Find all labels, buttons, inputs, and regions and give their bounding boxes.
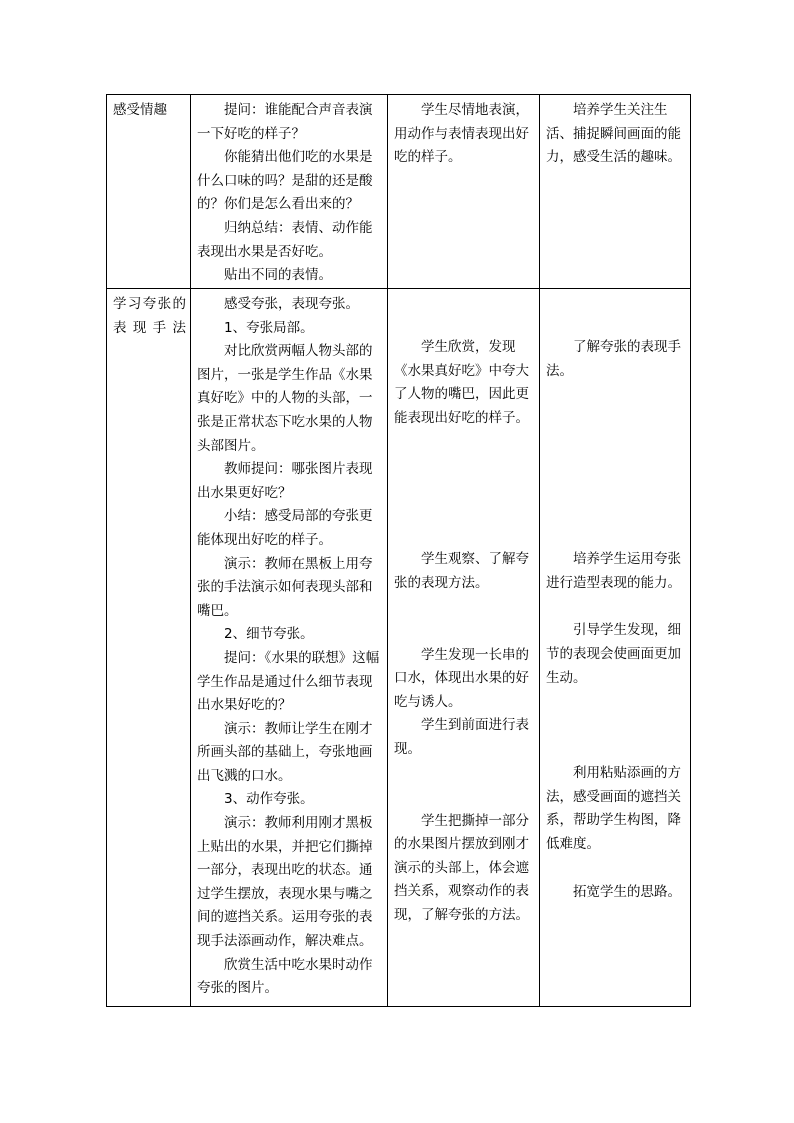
stage-cell <box>107 289 191 1007</box>
teacher-text: 归纳总结：表情、动作能表现出水果是否好吃。 <box>197 219 373 260</box>
teacher-text: 演示：教师在黑板上用夸张的手法演示如何表现头部和嘴巴。 <box>197 555 373 619</box>
student-text: 学生到前面进行表现。 <box>394 717 529 757</box>
teacher-activity-cell <box>191 289 388 1007</box>
student-activity-cell <box>388 289 540 1007</box>
purpose-text: 培养学生运用夸张进行造型表现的能力。 <box>546 551 681 591</box>
student-text: 学生观察、了解夸张的表现方法。 <box>394 551 529 591</box>
design-purpose-cell <box>540 95 691 289</box>
teacher-text: 3、动作夸张。 <box>224 791 314 808</box>
teacher-activity-cell <box>191 95 388 289</box>
teacher-text: 提问：谁能配合声音表演一下好吃的样子？ <box>197 102 373 142</box>
teacher-text: 欣赏生活中吃水果时动作夸张的图片。 <box>197 956 373 997</box>
lesson-plan-table <box>106 94 691 1007</box>
stage-label: 感受情趣 <box>113 102 167 118</box>
table-row <box>107 289 691 1007</box>
teacher-text: 2、细节夸张。 <box>224 626 314 643</box>
purpose-text: 拓宽学生的思路。 <box>573 883 681 900</box>
purpose-text: 引导学生发现，细节的表现会使画面更加生动。 <box>546 622 681 686</box>
teacher-text: 对比欣赏两幅人物头部的图片，一张是学生作品《水果真好吃》中的人物的头部，一张是正常状态下吃水果的人物头部图片。 <box>197 343 373 454</box>
teacher-text: 你能猜出他们吃的水果是什么口味的吗？是甜的还是酸的？你们是怎么看出来的？ <box>197 149 373 213</box>
student-text: 学生尽情地表演，用动作与表情表现出好吃的样子。 <box>394 102 529 166</box>
teacher-text: 小结：感受局部的夸张更能体现出好吃的样子。 <box>197 508 373 548</box>
teacher-text: 贴出不同的表情。 <box>224 267 332 284</box>
purpose-text: 利用粘贴添画的方法，感受画面的遮挡关系，帮助学生构图，降低难度。 <box>546 765 681 852</box>
student-text: 学生把撕掉一部分的水果图片摆放到刚才演示的头部上，体会遮挡关系，观察动作的表现，了解夸张的方法。 <box>394 812 529 923</box>
student-text: 学生欣赏，发现《水果真好吃》中夸大了人物的嘴巴，因此更能表现出好吃的样子。 <box>394 339 529 426</box>
teacher-text: 提问：《水果的联想》这幅学生作品是通过什么细节表现出水果好吃的？ <box>197 649 380 714</box>
stage-cell <box>107 95 191 289</box>
student-activity-cell <box>388 95 540 289</box>
table-row <box>107 95 691 289</box>
teacher-text: 演示：教师让学生在刚才所画头部的基础上，夸张地画出飞溅的口水。 <box>197 720 373 784</box>
teacher-text: 演示：教师利用刚才黑板上贴出的水果，并把它们撕掉一部分，表现出吃的状态。通过学生摆放，表现水果与嘴之间的遮挡关系。运用夸张的表现手法添画动作，解决难点。 <box>197 815 373 950</box>
teacher-text: 1、夸张局部。 <box>224 319 314 336</box>
purpose-text: 了解夸张的表现手法。 <box>546 339 681 379</box>
teacher-text: 感受夸张，表现夸张。 <box>224 296 359 312</box>
purpose-text: 培养学生关注生活、捕捉瞬间画面的能力，感受生活的趣味。 <box>546 102 681 166</box>
teacher-text: 教师提问：哪张图片表现出水果更好吃？ <box>197 461 373 501</box>
design-purpose-cell <box>540 289 691 1007</box>
stage-label: 学习夸张的表现手法 <box>113 296 186 336</box>
student-text: 学生发现一长串的口水，体现出水果的好吃与诱人。 <box>394 646 529 710</box>
